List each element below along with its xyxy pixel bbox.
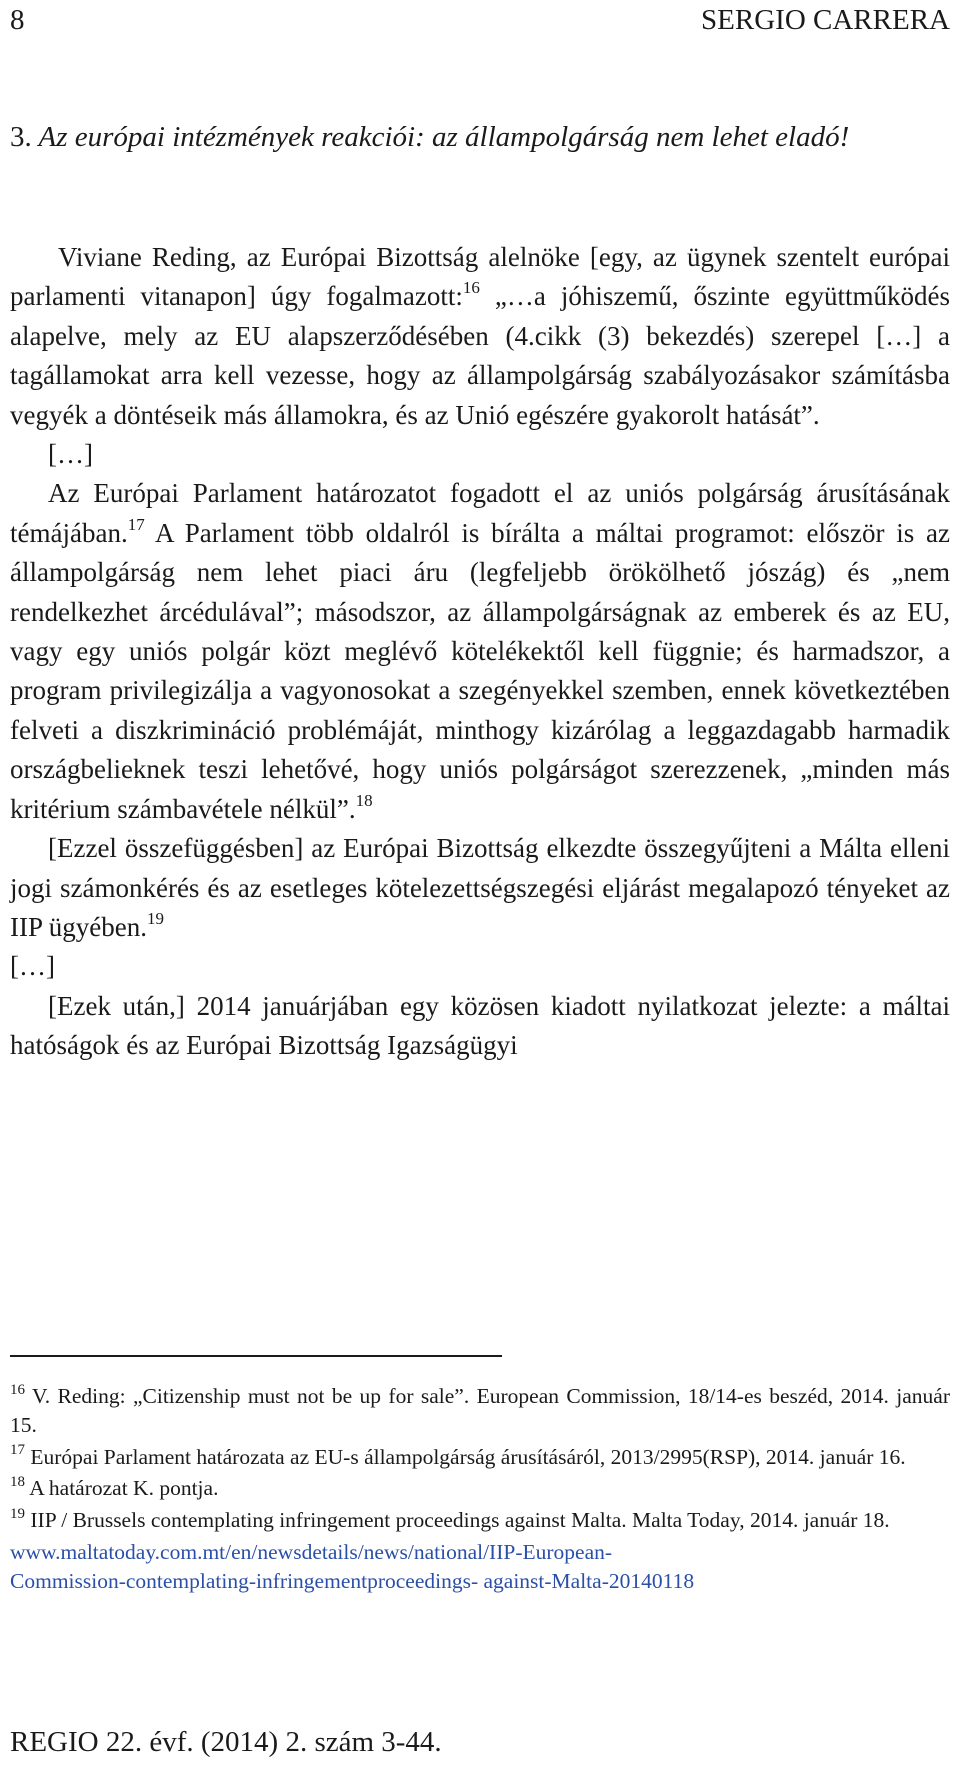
running-title: SERGIO CARRERA: [701, 4, 950, 36]
paragraph-parliament-resolution: Az Európai Parlament határozatot fogadott el az uniós polgárság árusításának témájában.$^{17}$ A Parlament több oldalról is bírálta a máltai programot: először is az állampolgárság nem lehet piaci áru (legfeljebb örökölhető jószág) és „nem rendelkezhet árcédulával”; másodszor, az állampolgárságnak az emberek és az EU, vagy egy uniós polgár közt meglévő kötelékektől kell függnie; és harmadszor, a program privilegizálja a vagyonosokat a szegényekkel szemben, ennek következtében felveti a diszkrimináció problémáját, minthogy kizárólag a leggazdagabb harmadik országbelieknek teszi lehetővé, hogy uniós polgárságot szerezzenek, „minden más kritérium számbavétele nélkül”.$^{18}$: [10, 478, 950, 824]
footnotes: [10, 1382, 950, 1596]
footnote-number: 19: [10, 1506, 25, 1523]
paragraph-reding-quote: Viviane Reding, az Európai Bizottság alelnöke [egy, az ügynek szentelt európai parlamenti vitanapon] úgy fogalmazott:$^{16}$ „…a jóhiszemű, őszinte együttműködés alapelve, mely az EU alapszerződésében (4.cikk (3) bekezdés) szerepel […] a tagállamokat arra kell vezesse, hogy az állampolgárság szabályozásakor számításba vegyék a döntéseik más államokra, és az Unió egészére gyakorolt hatását”.: [10, 242, 950, 430]
ellipsis-marker: […]: [48, 439, 93, 470]
journal-footer: REGIO 22. évf. (2014) 2. szám 3-44.: [10, 1726, 442, 1758]
footnote-number: 16: [10, 1381, 25, 1398]
footnote-number: 18: [10, 1474, 25, 1491]
footnote-number: 17: [10, 1442, 25, 1459]
footnote-19-link-line-2[interactable]: Commission-contemplating-infringementproceedings- against-Malta-20140118: [10, 1568, 695, 1593]
ellipsis-marker: […]: [10, 951, 55, 982]
page-number: 8: [10, 4, 25, 36]
section-heading: [10, 116, 950, 158]
footnote-19: $^{19}$ IIP / Brussels contemplating infringement proceedings against Malta. Malta Today, 2014. január 18.: [10, 1506, 890, 1533]
footnote-ref-16[interactable]: 16: [462, 278, 480, 298]
body-text: [10, 238, 950, 1066]
footnote-19-link-line-1[interactable]: www.maltatoday.com.mt/en/newsdetails/news/national/IIP-European-: [10, 1539, 613, 1564]
paragraph-joint-statement: [Ezek után,] 2014 januárjában egy közösen kiadott nyilatkozat jelezte: a máltai hatóságok és az Európai Bizottság Igazságügyi: [10, 990, 950, 1061]
footnote-17: $^{17}$ Európai Parlament határozata az EU-s állampolgárság árusításáról, 2013/2995(RSP), 2014. január 16.: [10, 1442, 906, 1469]
footnote-ref-17[interactable]: 17: [127, 514, 145, 534]
footnote-ref-18[interactable]: 18: [355, 790, 373, 810]
footnote-18: $^{18}$ A határozat K. pontja.: [10, 1474, 219, 1501]
section-number: 3.: [10, 121, 32, 153]
footnote-separator: [10, 1355, 502, 1357]
section-title: Az európai intézmények reakciói: az állampolgárság nem lehet eladó!: [38, 121, 850, 153]
footnote-16: $^{16}$ V. Reding: „Citizenship must not be up for sale”. European Commission, 18/14-es beszéd, 2014. január 15.: [10, 1381, 950, 1437]
paragraph-commission-infringement: [Ezzel összefüggésben] az Európai Bizottság elkezdte összegyűjteni a Málta elleni jogi számonkérés és az esetleges kötelezettségszegési eljárást megalapozó tényeket az IIP ügyében.$^{19}$: [10, 833, 950, 942]
page-header: [10, 4, 950, 44]
footnote-ref-19[interactable]: 19: [146, 908, 164, 928]
